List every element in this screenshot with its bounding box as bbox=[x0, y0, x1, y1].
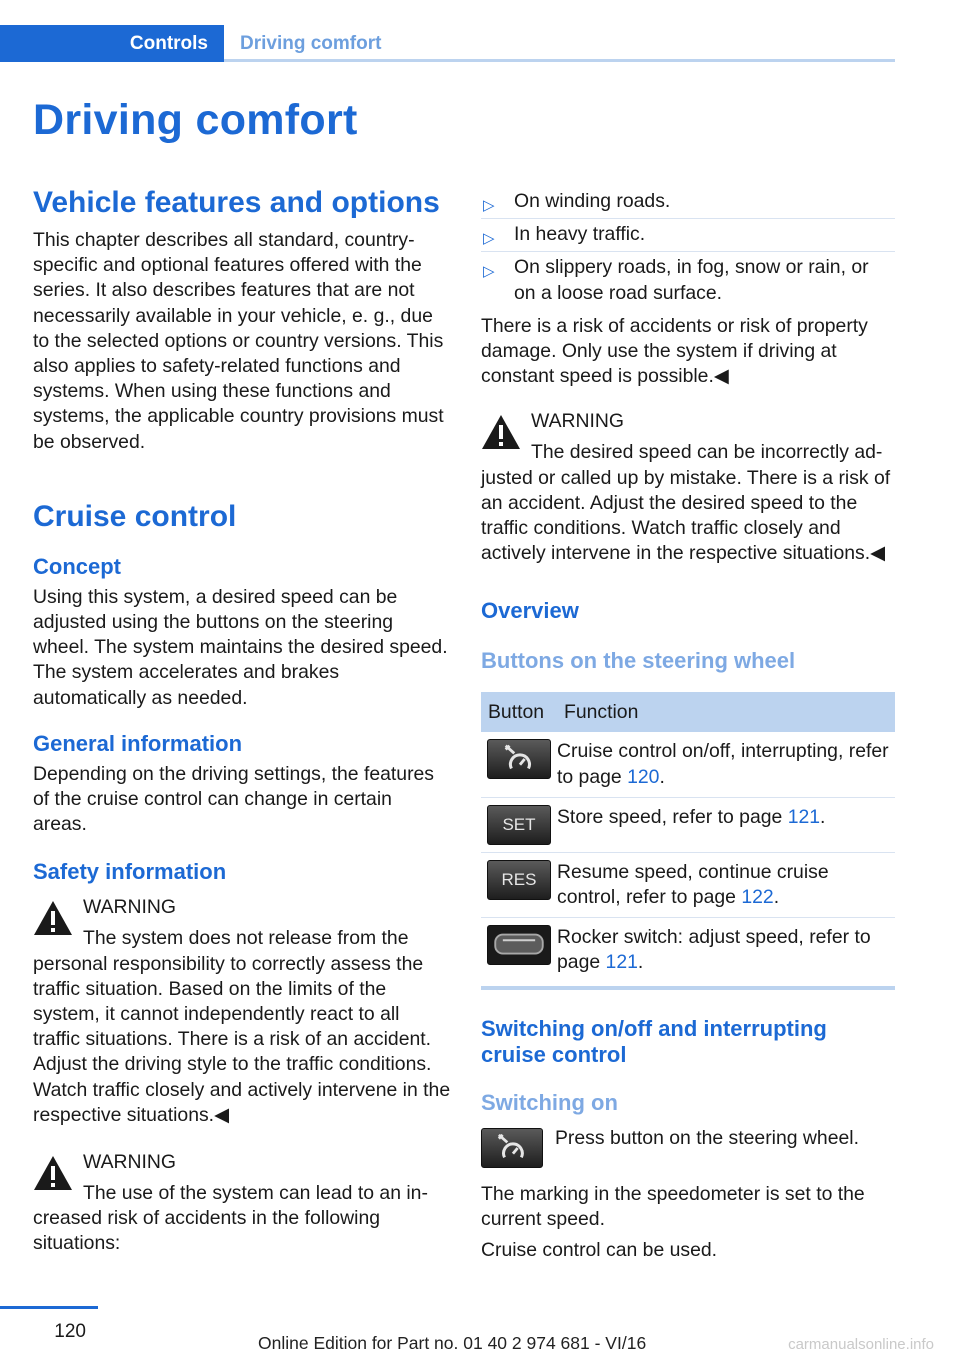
chapter-tab[interactable]: Driving comfort bbox=[240, 32, 382, 54]
general-info-text: Depending on the driving settings, the features of the cruise control can change in certain areas. bbox=[33, 762, 435, 836]
warning-text-first: The system does not release from the bbox=[83, 927, 409, 950]
list-item: ▷ On winding roads. bbox=[481, 186, 895, 219]
general-info-heading: General information bbox=[33, 730, 243, 756]
warning-triangle-icon bbox=[33, 1155, 73, 1191]
table-header-row bbox=[481, 692, 895, 732]
section-tab[interactable]: Controls bbox=[0, 25, 224, 62]
warning-text-first: The desired speed can be incorrectly ad- bbox=[531, 441, 883, 464]
warning-label: WARNING bbox=[83, 1151, 176, 1174]
bullet-triangle-icon: ▷ bbox=[483, 263, 495, 281]
buttons-heading: Buttons on the steering wheel bbox=[481, 648, 796, 674]
usable-text: Cruise control can be used. bbox=[481, 1239, 718, 1262]
header-bar bbox=[0, 25, 895, 62]
watermark: carmanualsonline.info bbox=[788, 1336, 934, 1353]
table-row: Cruise control on/off, interrupting, refer to page 120. bbox=[481, 732, 895, 797]
warning-text: personal responsibility to correctly assess the traffic situation. Based on the limits of the system, it cannot independently react to all traffic situations. There is a risk of an accident. Adjust the driving style to the traffic conditions. Watch traffic closely and actively intervene in the respective situations.◀ bbox=[33, 952, 451, 1126]
switching-on-heading: Switching on bbox=[481, 1089, 618, 1115]
list-item: ▷ On slippery roads, in fog, snow or rain, or on a loose road surface. bbox=[483, 256, 869, 304]
bullet-triangle-icon: ▷ bbox=[483, 230, 495, 248]
vehicle-features-text: This chapter describes all standard, country-specific and optional features offered with the series. It also describes features that are not necessarily available in your vehicle, e. g., due to the selected options or country versions. This also applies to safety-related functions and systems. When using these functions and systems, the applicable country provisions must be observed. bbox=[33, 229, 444, 453]
switching-heading: Switching on/off and interrupting cruise control bbox=[481, 1015, 827, 1067]
page-number: 120 bbox=[0, 1306, 98, 1343]
warning-block-1 bbox=[33, 895, 451, 1128]
page-title: Driving comfort bbox=[33, 96, 358, 144]
press-text: Press button on the steering wheel. bbox=[555, 1126, 859, 1149]
warning-text-first: The use of the system can lead to an in- bbox=[83, 1182, 428, 1205]
page-link[interactable]: 121 bbox=[787, 805, 821, 828]
warning-text: creased risk of accidents in the following situations: bbox=[33, 1207, 381, 1255]
col-function-header: Function bbox=[557, 692, 895, 732]
set-button-icon: SET bbox=[487, 805, 551, 845]
risk-text: There is a risk of accidents or risk of property damage. Only use the system if driving at constant speed is possible.◀ bbox=[481, 314, 868, 388]
concept-heading: Concept bbox=[33, 553, 121, 579]
page-link[interactable]: 121 bbox=[605, 951, 638, 974]
cruise-control-icon bbox=[487, 739, 551, 779]
table-row: RES Resume speed, continue cruise control, refer to page 122. bbox=[481, 852, 895, 917]
marking-text: The marking in the speedometer is set to the current speed. bbox=[481, 1182, 865, 1230]
table-row: SET Store speed, refer to page 121. bbox=[481, 797, 895, 852]
right-column bbox=[481, 186, 895, 1263]
table-row: Rocker switch: adjust speed, refer to page 121. bbox=[481, 918, 895, 988]
warning-block-2 bbox=[33, 1150, 451, 1257]
warning-block-3 bbox=[481, 409, 895, 566]
warning-triangle-icon bbox=[33, 900, 73, 936]
vehicle-features-heading: Vehicle features and options bbox=[33, 186, 440, 219]
cruise-control-icon bbox=[481, 1128, 543, 1168]
rocker-switch-icon bbox=[487, 925, 551, 965]
situation-list bbox=[481, 186, 895, 310]
page-link[interactable]: 120 bbox=[627, 765, 660, 788]
left-column bbox=[33, 186, 451, 1257]
warning-label: WARNING bbox=[531, 410, 624, 433]
safety-info-heading: Safety information bbox=[33, 859, 227, 885]
bullet-triangle-icon: ▷ bbox=[483, 197, 495, 214]
press-button-row bbox=[481, 1126, 895, 1170]
warning-label: WARNING bbox=[83, 896, 176, 919]
cruise-control-heading: Cruise control bbox=[33, 499, 237, 533]
res-button-icon: RES bbox=[487, 860, 551, 900]
page-link[interactable]: 122 bbox=[741, 886, 774, 909]
col-button-header: Button bbox=[481, 692, 557, 732]
edition-footer: Online Edition for Part no. 01 40 2 974 681 - VI/16 bbox=[258, 1333, 647, 1353]
overview-heading: Overview bbox=[481, 598, 579, 624]
buttons-table bbox=[481, 692, 895, 989]
warning-triangle-icon bbox=[481, 414, 521, 450]
concept-text: Using this system, a desired speed can be adjusted using the buttons on the steering wheel. The system maintains the desired speed. The system accelerates and brakes automatically as needed. bbox=[33, 585, 448, 709]
list-item: ▷ In heavy traffic. bbox=[481, 219, 895, 252]
warning-text: justed or called up by mistake. There is a risk of an accident. Adjust the desired speed to the traffic conditions. Watch traffic closely and actively intervene in the respective situations.◀ bbox=[481, 466, 891, 565]
